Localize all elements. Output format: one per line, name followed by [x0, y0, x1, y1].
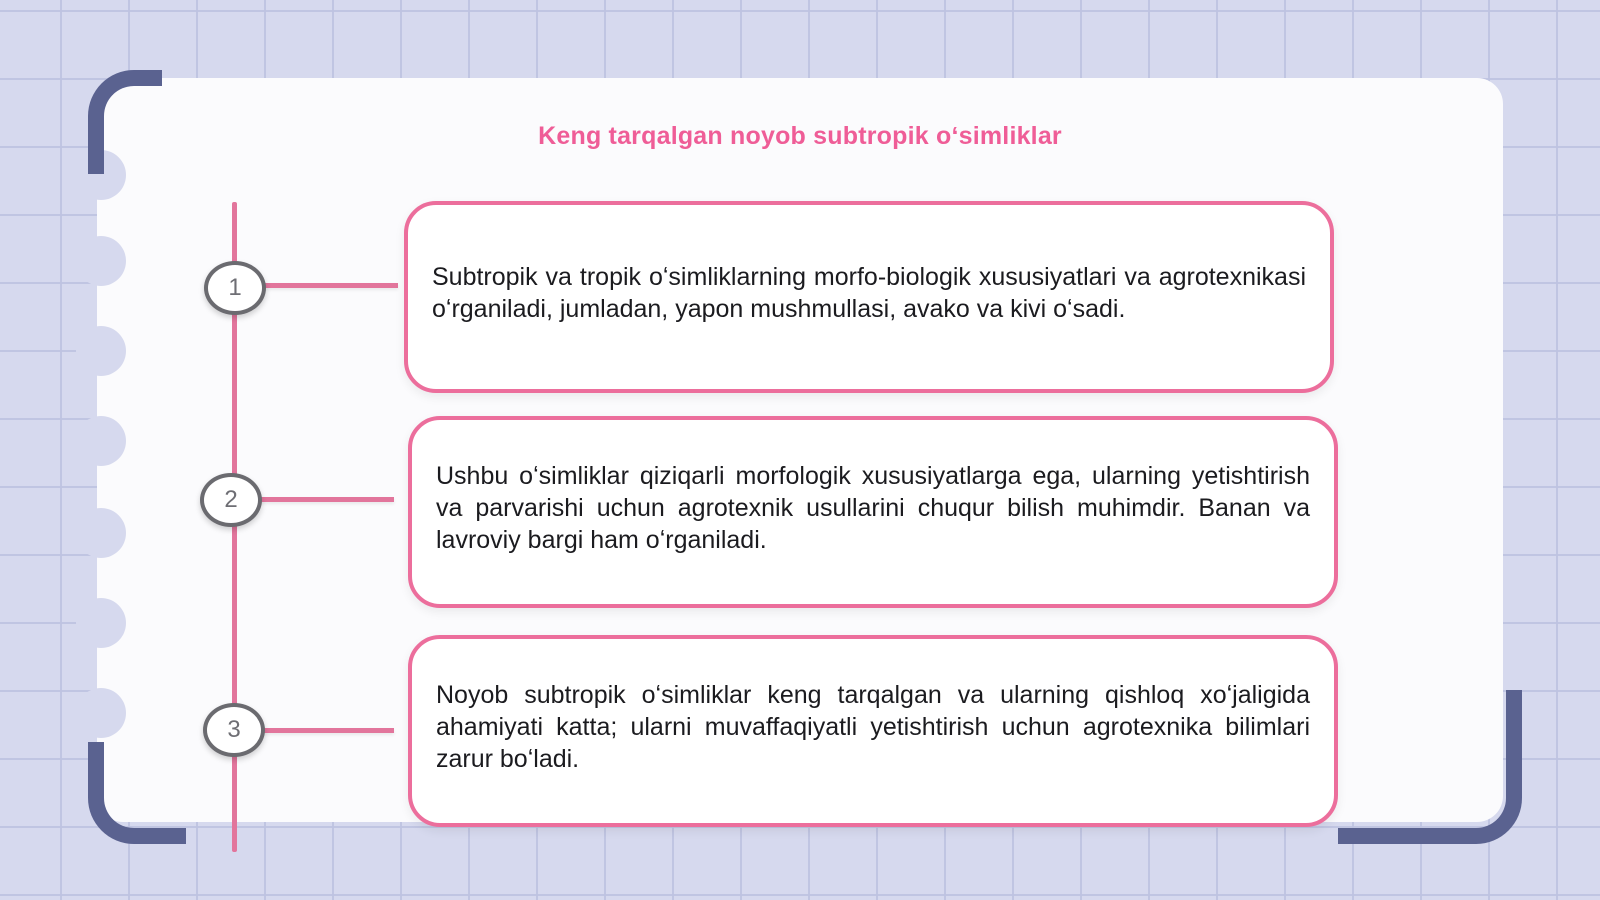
binder-hole [76, 598, 126, 648]
timeline-connector [258, 497, 394, 502]
content-text: Subtropik va tropik oʻsimliklarning morfo-biologik xususiyatlari va agrotexnikasi oʻrganiladi, jumladan, yapon mushmullasi, avako va kivi oʻsadi. [432, 263, 1306, 323]
binder-hole [76, 688, 126, 738]
step-number-badge: 1 [204, 261, 266, 315]
timeline-connector [262, 283, 398, 288]
frame-corner-bottom-right [1338, 690, 1522, 844]
content-box [404, 201, 1334, 393]
content-text: Noyob subtropik oʻsimliklar keng tarqalgan va ularning qishloq xoʻjaligida ahamiyati katta; ularni muvaffaqiyatli yetishtirish uchun agrotexnika bilimlari zarur boʻladi. [436, 681, 1310, 773]
content-box [408, 635, 1338, 827]
step-number-badge: 3 [203, 703, 265, 757]
binder-hole [76, 326, 126, 376]
timeline-connector [262, 728, 394, 733]
frame-corner-bottom-left [88, 742, 186, 844]
binder-hole [76, 508, 126, 558]
slide-title: Keng tarqalgan noyob subtropik oʻsimliklar [538, 122, 1062, 150]
binder-hole [76, 416, 126, 466]
content-box [408, 416, 1338, 608]
binder-hole [76, 236, 126, 286]
step-number-badge: 2 [200, 473, 262, 527]
content-text: Ushbu oʻsimliklar qiziqarli morfologik xususiyatlarga ega, ularning yetishtirish va parvarishi uchun agrotexnik usullarini chuqur bilish muhimdir. Banan va lavroviy bargi ham oʻrganiladi. [436, 462, 1310, 554]
